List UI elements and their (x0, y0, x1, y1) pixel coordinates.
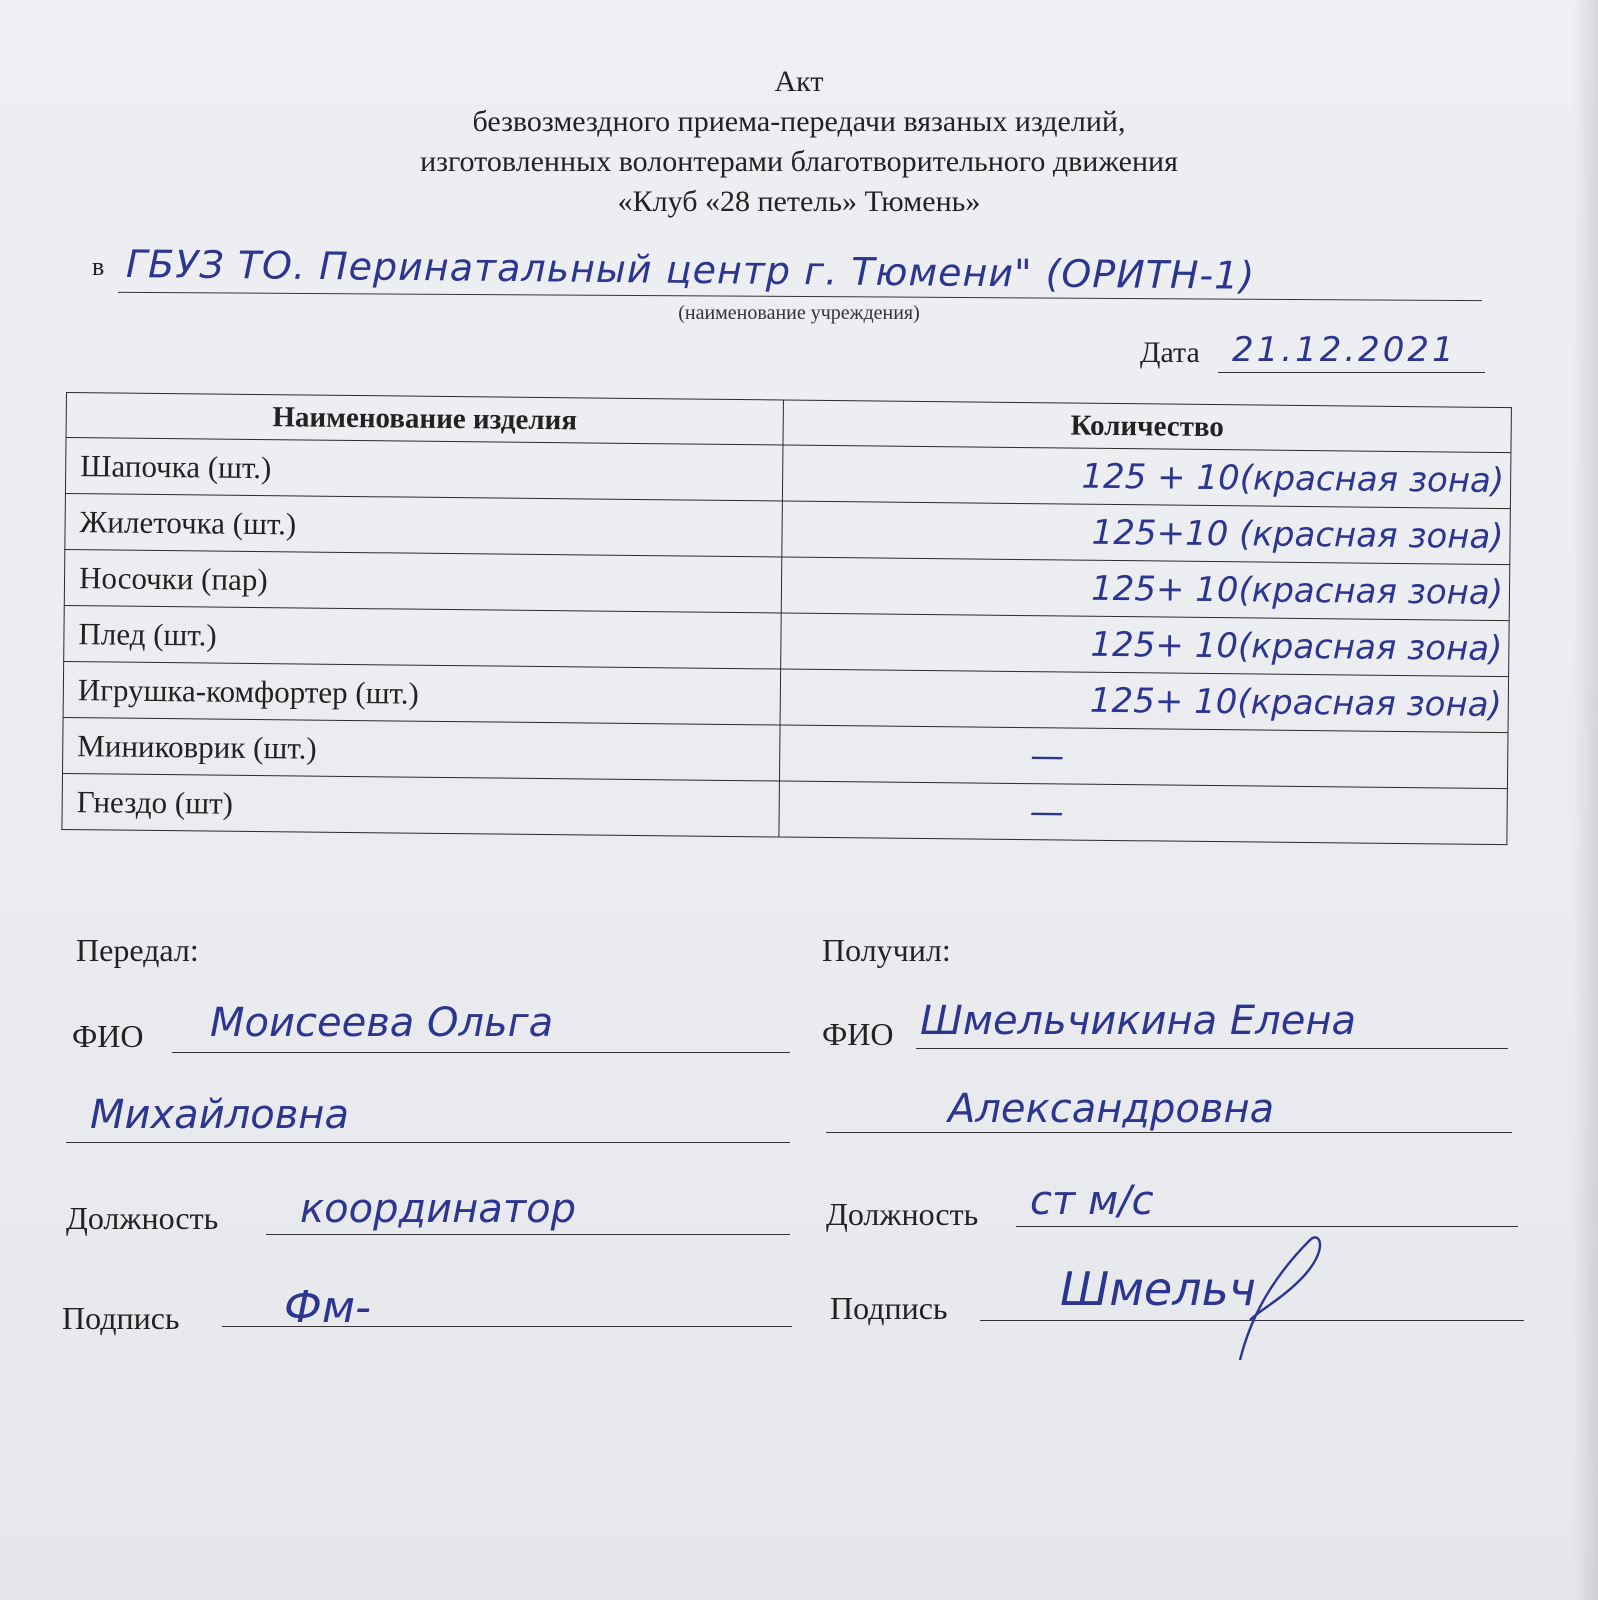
sender-heading: Передал: (76, 932, 199, 968)
document-title (0, 62, 1598, 222)
institution-underline (118, 292, 1482, 301)
date-underline (1218, 372, 1485, 373)
receiver-heading: Получил: (822, 932, 951, 968)
date-value: 21.12.2021 (1232, 330, 1457, 370)
items-table-wrapper (61, 392, 1512, 845)
receiver-position-label: Должность (826, 1196, 979, 1232)
item-name: Миниковрик (шт.) (63, 717, 781, 781)
sender-fio-underline-2 (66, 1142, 790, 1143)
item-quantity: 125+ 10(красная зона) (781, 613, 1510, 677)
header-quantity: Количество (783, 400, 1511, 453)
sender-position-value: координатор (300, 1186, 576, 1232)
item-quantity: 125 + 10(красная зона) (782, 445, 1511, 509)
title-line-2: безвозмездного приема-передачи вязаных изделий, (472, 105, 1126, 138)
institution-prefix: в (92, 252, 105, 281)
sender-fio-label: ФИО (72, 1018, 144, 1054)
receiver-fio-underline-2 (826, 1132, 1512, 1133)
item-quantity: 125+ 10(красная зона) (780, 669, 1509, 733)
institution-caption: (наименование учреждения) (678, 302, 920, 324)
sender-fio-line-2: Михайловна (90, 1092, 349, 1138)
sender-fio-underline (172, 1052, 790, 1053)
sender-signature-label: Подпись (62, 1300, 180, 1336)
institution-field (92, 240, 1482, 304)
receiver-position-value: ст м/с (1030, 1178, 1154, 1224)
sender-fio-line-1: Моисеева Ольга (210, 1000, 554, 1046)
receiver-signature: Шмельч (1060, 1262, 1256, 1316)
item-name: Носочки (пар) (64, 549, 782, 613)
institution-value: ГБУЗ ТО. Перинатальный центр г. Тюмени" (ОРИТН-1) (125, 242, 1256, 298)
item-name: Гнездо (шт) (62, 773, 780, 837)
sender-position-label: Должность (66, 1200, 219, 1236)
items-table (61, 392, 1512, 845)
receiver-fio-underline (916, 1048, 1508, 1049)
header-item-name: Наименование изделия (66, 393, 783, 446)
item-quantity: 125+ 10(красная зона) (781, 557, 1510, 621)
item-name: Жилеточка (шт.) (65, 493, 783, 557)
item-quantity: — (779, 781, 1508, 845)
receiver-signature-label: Подпись (830, 1290, 948, 1326)
receiver-signature-flourish (1200, 1220, 1350, 1370)
item-quantity: 125+10 (красная зона) (782, 501, 1511, 565)
receiver-fio-line-1: Шмельчикина Елена (920, 998, 1356, 1044)
title-line-4: «Клуб «28 петель» Тюмень» (617, 185, 981, 218)
sender-position-underline (266, 1234, 790, 1235)
title-line-3: изготовленных волонтерами благотворительного движения (420, 145, 1178, 178)
sender-signature: Фм- (284, 1282, 371, 1333)
title-line-1: Акт (774, 65, 824, 98)
date-field (1140, 330, 1485, 378)
page-edge-shadow (1572, 0, 1598, 1600)
date-label: Дата (1140, 336, 1200, 369)
receiver-fio-label: ФИО (822, 1016, 894, 1052)
item-name: Игрушка-комфортер (шт.) (63, 661, 781, 725)
item-name: Шапочка (шт.) (65, 438, 783, 502)
item-name: Плед (шт.) (64, 605, 782, 669)
receiver-fio-line-2: Александровна (948, 1086, 1275, 1132)
item-quantity: — (779, 725, 1508, 789)
